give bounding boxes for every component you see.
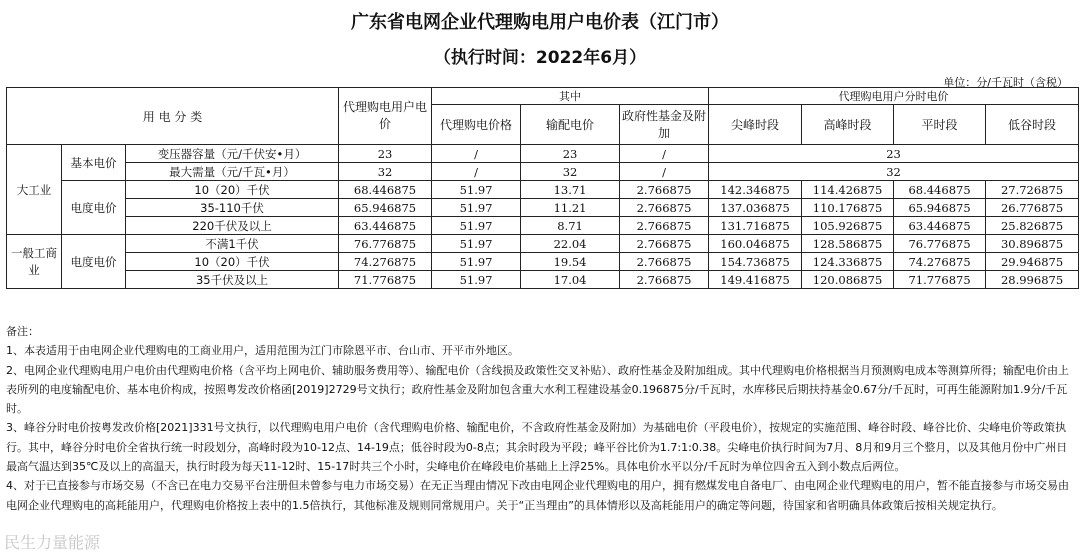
header-fund: 政府性基金及附加 [620,105,709,145]
subgroup-energy-price: 电度电价 [62,235,126,289]
page-subtitle: （执行时间：2022年6月） [433,48,647,68]
cell-purchase: 51.97 [432,253,521,271]
note-item: 1、本表适用于由电网企业代理购电的工商业用户，适用范围为江门市除恩平市、台山市、开平市外地区。 [6,344,519,358]
header-tou-group: 代理购电用户分时电价 [709,88,1079,105]
row-label: 35千伏及以上 [126,271,339,289]
cell-valley: 29.946875 [986,253,1079,271]
cell-purchase: 51.97 [432,199,521,217]
cell-fund: 2.766875 [620,235,709,253]
cell-transmission: 17.04 [521,271,620,289]
unit-label: 单位：分/千瓦时（含税） [943,76,1068,89]
cell-agent: 68.446875 [339,181,432,199]
cell-fund: 2.766875 [620,253,709,271]
table-row [7,235,1079,253]
table-row [7,253,1079,271]
cell-flat: 71.776875 [894,271,986,289]
cell-transmission: 11.21 [521,199,620,217]
cell-agent: 65.946875 [339,199,432,217]
cell-fund: 2.766875 [620,199,709,217]
cell-fund: / [620,145,709,163]
header-peak-sharp: 尖峰时段 [709,105,802,145]
cell-peak-sharp: 131.716875 [709,217,802,235]
row-label: 10（20）千伏 [126,181,339,199]
watermark: 民生力量能源 [4,533,101,552]
header-flat: 平时段 [894,105,986,145]
table-row [7,271,1079,289]
cell-transmission: 22.04 [521,235,620,253]
header-purchase-price: 代理购电价格 [432,105,521,145]
note-item: 3、峰谷分时电价按粤发改价格[2021]331号文执行，以代理购电用户电价（含代理购电价格、输配电价，不含政府性基金及附加）为基础电价（平段电价），按规定的实施范围、峰谷时段、峰谷比价、尖峰电价等政策执行。其中，峰谷分时电价全省执行统一时段划分，高峰时段为10-12点、14-19点；低谷时段为0-8点；其余时段为平段；峰平谷比价为1.7:1:0.38。尖峰电价执行时间为7月、8月和9月三个整月，以及其他月份中广州日最高气温达到35℃及以上的高温天，执行时段为每天11-12时、15-17时共三个小时，尖峰电价在峰段电价基础上上浮25%。具体电价水平以分/千瓦时为单位四舍五入到小数点后两位。 [6,421,1068,474]
subgroup-basic-price: 基本电价 [62,145,126,181]
cell-purchase: / [432,163,521,181]
header-peak: 高峰时段 [802,105,894,145]
cell-peak: 120.086875 [802,271,894,289]
row-label: 220千伏及以上 [126,217,339,235]
cell-fund: / [620,163,709,181]
cell-agent: 71.776875 [339,271,432,289]
cell-peak-sharp: 142.346875 [709,181,802,199]
row-label: 10（20）千伏 [126,253,339,271]
cell-flat: 74.276875 [894,253,986,271]
header-agent-price: 代理购电用户电价 [339,88,432,145]
table-row [7,217,1079,235]
cell-valley: 27.726875 [986,181,1079,199]
cell-purchase: 51.97 [432,217,521,235]
cell-peak-sharp: 154.736875 [709,253,802,271]
cell-tou-merged: 32 [709,163,1079,181]
page-title: 广东省电网企业代理购电用户电价表（江门市） [351,12,729,33]
cell-flat: 68.446875 [894,181,986,199]
cell-peak-sharp: 160.046875 [709,235,802,253]
cell-valley: 26.776875 [986,199,1079,217]
cell-fund: 2.766875 [620,271,709,289]
cell-transmission: 32 [521,163,620,181]
table-row [7,181,1079,199]
cell-agent: 76.776875 [339,235,432,253]
cell-agent: 32 [339,163,432,181]
cell-agent: 74.276875 [339,253,432,271]
cell-transmission: 13.71 [521,181,620,199]
group-large-industry: 大工业 [7,145,62,235]
cell-peak: 114.426875 [802,181,894,199]
table-row [7,199,1079,217]
cell-purchase: 51.97 [432,271,521,289]
header-of-which: 其中 [432,88,709,105]
cell-purchase: 51.97 [432,181,521,199]
cell-fund: 2.766875 [620,181,709,199]
cell-peak: 128.586875 [802,235,894,253]
cell-tou-merged: 23 [709,145,1079,163]
header-valley: 低谷时段 [986,105,1079,145]
cell-peak: 105.926875 [802,217,894,235]
cell-peak: 124.336875 [802,253,894,271]
row-label: 不满1千伏 [126,235,339,253]
cell-agent: 23 [339,145,432,163]
cell-peak-sharp: 137.036875 [709,199,802,217]
cell-transmission: 19.54 [521,253,620,271]
cell-flat: 76.776875 [894,235,986,253]
cell-peak: 110.176875 [802,199,894,217]
row-label: 35-110千伏 [126,199,339,217]
cell-transmission: 8.71 [521,217,620,235]
cell-agent: 63.446875 [339,217,432,235]
group-general: 一般工商业 [7,235,62,289]
row-label: 变压器容量（元/千伏安•月） [126,145,339,163]
subgroup-energy-price: 电度电价 [62,181,126,235]
header-transmission: 输配电价 [521,105,620,145]
cell-transmission: 23 [521,145,620,163]
cell-flat: 63.446875 [894,217,986,235]
cell-flat: 65.946875 [894,199,986,217]
notes-section [6,322,1074,515]
cell-purchase: 51.97 [432,235,521,253]
cell-peak-sharp: 149.416875 [709,271,802,289]
note-item: 2、电网企业代理购电用户电价由代理购电价格（含平均上网电价、辅助服务费用等）、输配电价（含线损及政策性交叉补贴）、政府性基金及附加组成。其中代理购电价格根据当月预测购电成本等测算所得；输配电价由上表所列的电度输配电价、基本电价构成，按照粤发改价格函[2019]2729号文执行；政府性基金及附加包含重大水利工程建设基金0.196875分/千瓦时，水库移民后期扶持基金0.67分/千瓦时，可再生能源附加1.9分/千瓦时。 [6,363,1069,416]
notes-heading: 备注： [6,325,39,338]
table-row [7,145,1079,163]
cell-valley: 30.896875 [986,235,1079,253]
header-category: 用 电 分 类 [7,88,339,145]
table-row [7,163,1079,181]
price-table [6,87,1079,289]
cell-valley: 25.826875 [986,217,1079,235]
cell-valley: 28.996875 [986,271,1079,289]
cell-fund: 2.766875 [620,217,709,235]
note-item: 4、对于已直接参与市场交易（不含已在电力交易平台注册但未曾参与电力市场交易）在无正当理由情况下改由电网企业代理购电的用户，拥有燃煤发电自备电厂、由电网企业代理购电的用户，暂不能直接参与市场交易由电网企业代理购电的高耗能用户，代理购电价格按上表中的1.5倍执行，其他标准及规则同常规用户。关于“正当理由”的具体情形以及高耗能用户的确定等问题，待国家和省明确具体政策后按相关规定执行。 [6,479,1069,512]
row-label: 最大需量（元/千瓦•月） [126,163,339,181]
cell-purchase: / [432,145,521,163]
